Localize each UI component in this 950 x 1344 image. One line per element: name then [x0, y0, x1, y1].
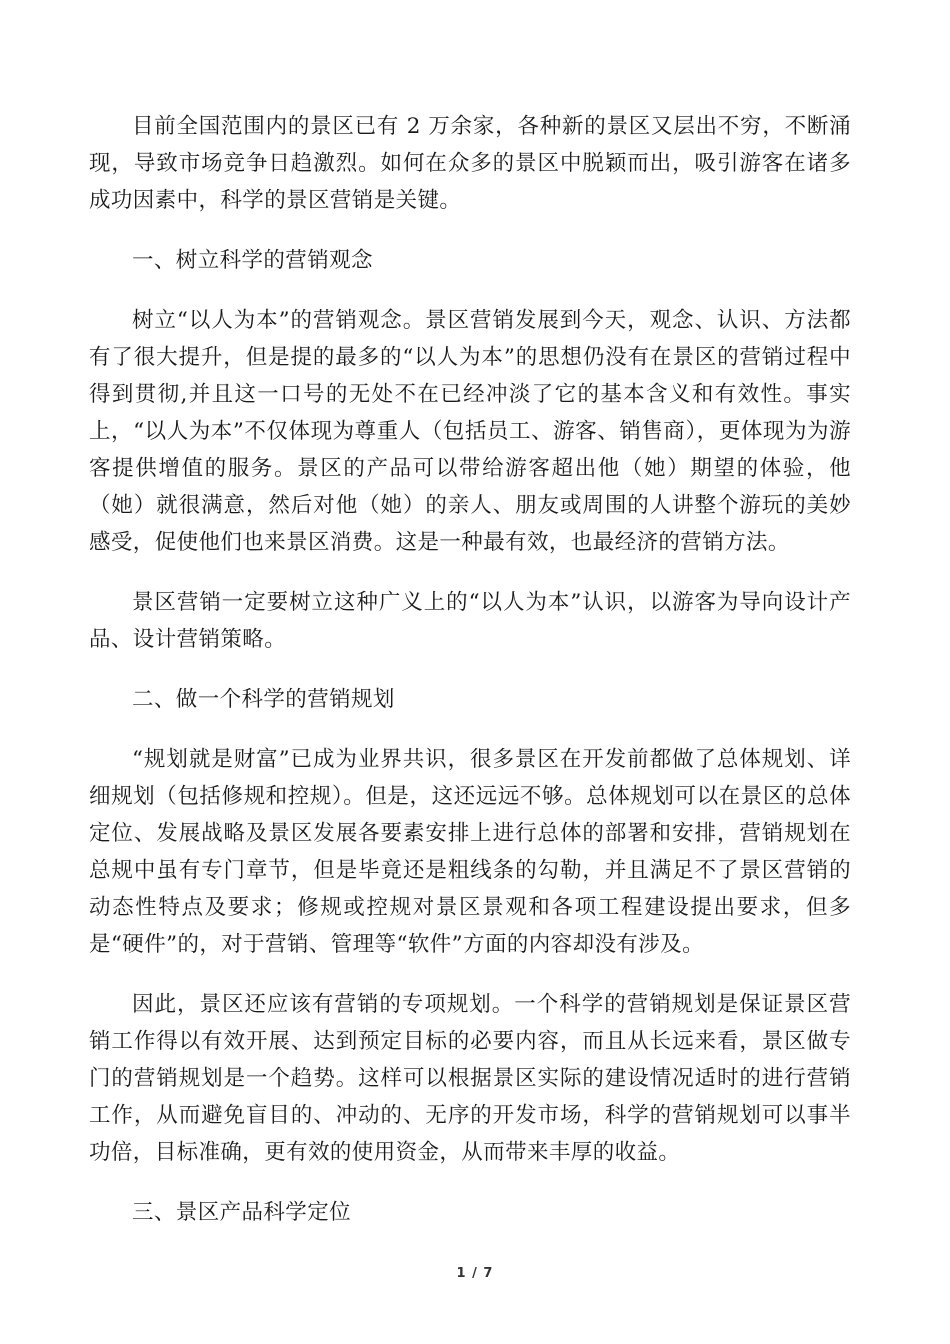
body-paragraph: “规划就是财富”已成为业界共识，很多景区在开发前都做了总体规划、详细规划（包括修规和控规）。但是，这还远远不够。总体规划可以在景区的总体定位、发展战略及景区发展各要素安排上进行总体的部署和安排，营销规划在总规中虽有专门章节，但是毕竟还是粗线条的勾勒，并且满足不了景区营销的动态性特点及要求；修规或控规对景区景观和各项工程建设提出要求，但多是“硬件”的，对于营销、管理等“软件”方面的内容却没有涉及。 [89, 747, 851, 957]
section-heading-2: 二、做一个科学的营销规划 [132, 687, 395, 712]
body-paragraph: 景区营销一定要树立这种广义上的“以人为本”认识，以游客为导向设计产品、设计营销策略。 [89, 590, 851, 652]
body-paragraph: 树立“以人为本”的营销观念。景区营销发展到今天，观念、认识、方法都有了很大提升，但是提的最多的“以人为本”的思想仍没有在景区的营销过程中得到贯彻,并且这一口号的无处不在已经冲淡了它的基本含义和有效性。事实上，“以人为本”不仅体现为尊重人（包括员工、游客、销售商），更体现为为游客提供增值的服务。景区的产品可以带给游客超出他（她）期望的体验，他（她）就很满意，然后对他（她）的亲人、朋友或周围的人讲整个游玩的美妙感受，促使他们也来景区消费。这是一种最有效，也最经济的营销方法。 [89, 308, 851, 555]
section-heading-3: 三、景区产品科学定位 [132, 1200, 352, 1225]
intro-paragraph: 目前全国范围内的景区已有 2 万余家，各种新的景区又层出不穷，不断涌现，导致市场竞争日趋激烈。如何在众多的景区中脱颖而出，吸引游客在诸多成功因素中，科学的景区营销是关键。 [89, 114, 851, 213]
body-paragraph: 因此，景区还应该有营销的专项规划。一个科学的营销规划是保证景区营销工作得以有效开展、达到预定目标的必要内容，而且从长远来看，景区做专门的营销规划是一个趋势。这样可以根据景区实际的建设情况适时的进行营销工作，从而避免盲目的、冲动的、无序的开发市场，科学的营销规划可以事半功倍，目标准确，更有效的使用资金，从而带来丰厚的收益。 [89, 992, 851, 1165]
document-page [89, 108, 851, 1254]
page-number: 1 / 7 [456, 1266, 494, 1281]
section-heading-1: 一、树立科学的营销观念 [132, 248, 373, 273]
